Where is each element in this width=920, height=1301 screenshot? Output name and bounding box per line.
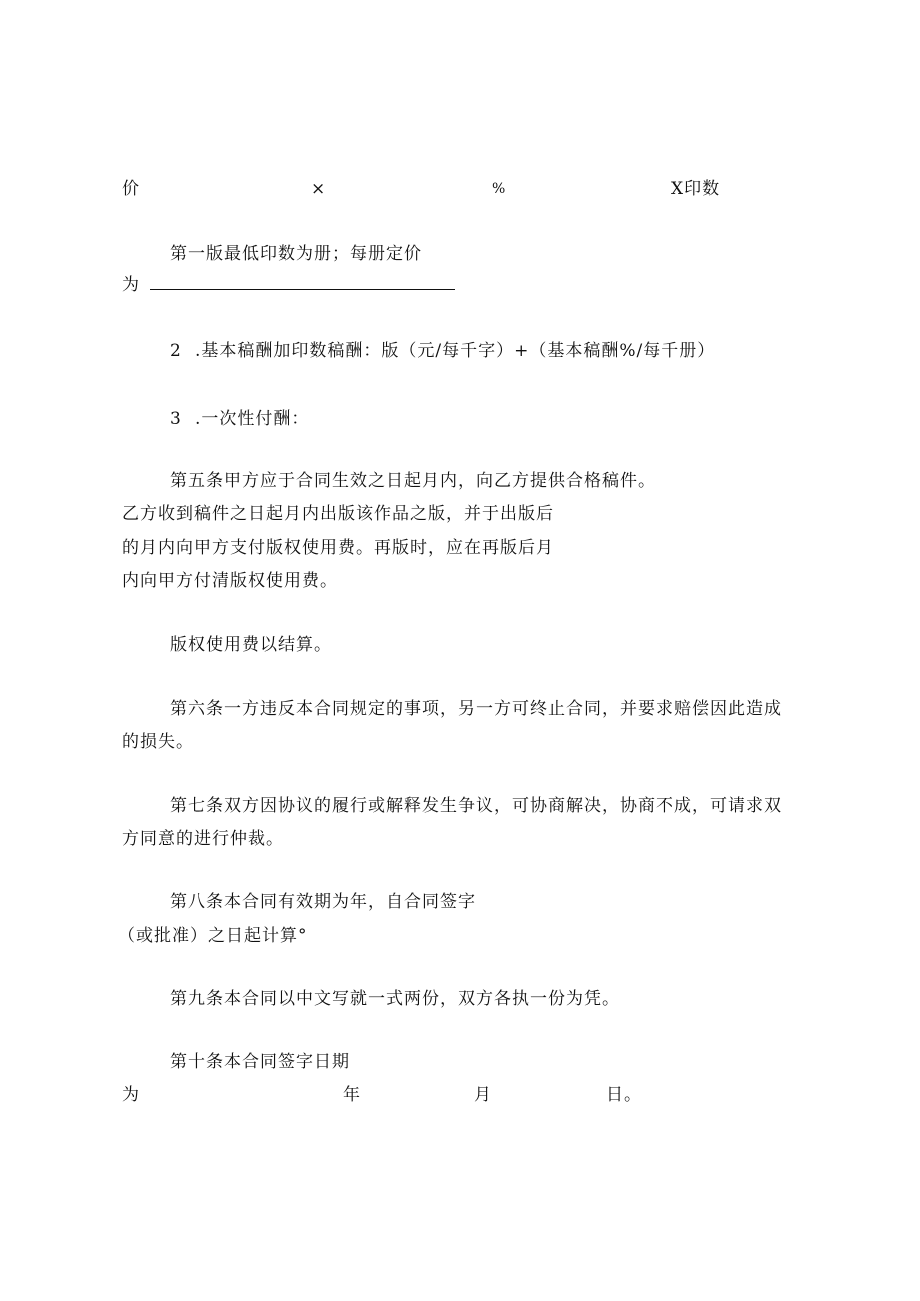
article10-wei: 为 bbox=[122, 1085, 140, 1105]
min-print-prefix: 为 bbox=[122, 275, 140, 295]
article5-line1: 第五条甲方应于合同生效之日起月内，向乙方提供合格稿件。 bbox=[170, 471, 656, 491]
article5-line3: 的月内向甲方支付版权使用费。再版时，应在再版后月 bbox=[122, 538, 554, 558]
article6-line1: 第六条一方违反本合同规定的事项，另一方可终止合同，并要求赔偿因此造成 bbox=[170, 699, 782, 719]
item3-text: .一次性付酬： bbox=[195, 409, 310, 429]
price-blank bbox=[150, 275, 455, 290]
article9-text: 第九条本合同以中文写就一式两份，双方各执一份为凭。 bbox=[170, 989, 620, 1009]
article10-year: 年 bbox=[343, 1085, 361, 1105]
min-print-line2 bbox=[122, 274, 455, 296]
formula-prints: X印数 bbox=[671, 179, 721, 199]
formula-price: 价 bbox=[122, 179, 140, 199]
formula-percent: % bbox=[492, 181, 507, 197]
article10-day: 日。 bbox=[606, 1085, 642, 1105]
article7-line1: 第七条双方因协议的履行或解释发生争议，可协商解决，协商不成，可请求双 bbox=[170, 796, 782, 816]
item2-text: .基本稿酬加印数稿酬：版（元/每千字）+（基本稿酬%/每千册） bbox=[195, 341, 716, 361]
article8-line2: （或批准）之日起计算° bbox=[118, 926, 308, 946]
article7-line2: 方同意的进行仲裁。 bbox=[122, 829, 284, 849]
article8-line1: 第八条本合同有效期为年，自合同签字 bbox=[170, 892, 476, 912]
formula-times: × bbox=[311, 179, 327, 199]
article10-line1: 第十条本合同签字日期 bbox=[170, 1052, 350, 1072]
article10-month: 月 bbox=[474, 1085, 492, 1105]
article5-line4: 内向甲方付清版权使用费。 bbox=[122, 571, 338, 591]
min-print-line1: 第一版最低印数为册；每册定价 bbox=[170, 244, 422, 264]
item2-num: 2 bbox=[170, 341, 182, 361]
item3-num: 3 bbox=[170, 409, 182, 429]
article5-line2: 乙方收到稿件之日起月内出版该作品之版，并于出版后 bbox=[122, 504, 554, 524]
article6-line2: 的损失。 bbox=[122, 732, 194, 752]
settlement-text: 版权使用费以结算。 bbox=[170, 635, 332, 655]
